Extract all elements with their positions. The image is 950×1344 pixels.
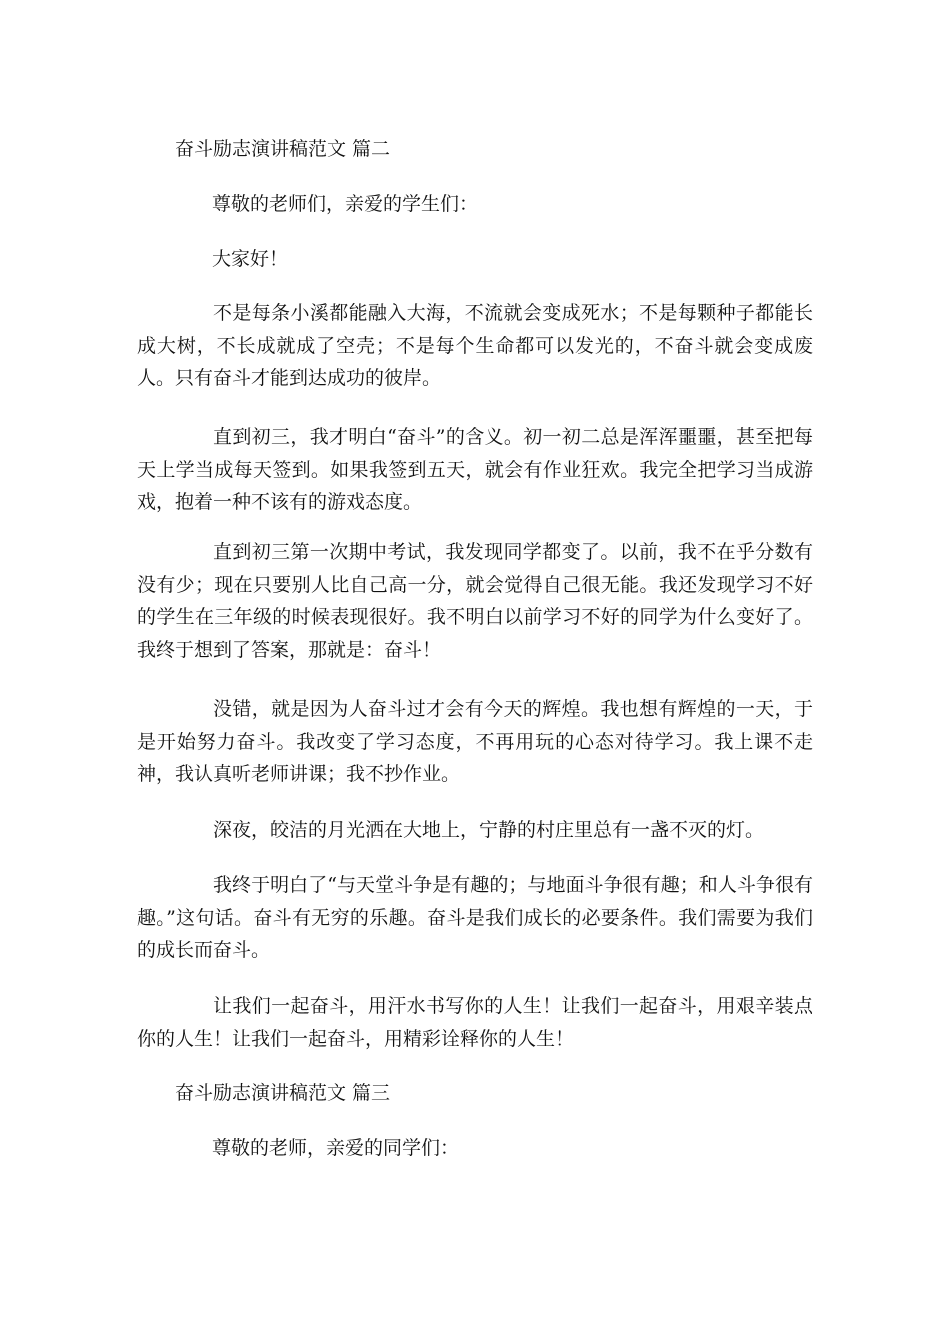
paragraph-2: 直到初三，我才明白“奋斗”的含义。初一初二总是浑浑噩噩，甚至把每天上学当成每天签到。如果我签到五天，就会有作业狂欢。我完全把学习当成游戏，抱着一种不该有的游戏态度。 (137, 426, 813, 513)
salutation-3: 尊敬的老师，亲爱的同学们： (212, 1137, 460, 1159)
paragraph-7: 让我们一起奋斗，用汗水书写你的人生！让我们一起奋斗，用艰辛装点你的人生！让我们一起奋斗，用精彩诠释你的人生！ (137, 995, 813, 1050)
greeting: 大家好！ (212, 248, 289, 270)
section-title-3: 奋斗励志演讲稿范文 篇三 (175, 1082, 391, 1104)
section-title-2: 奋斗励志演讲稿范文 篇二 (175, 138, 391, 160)
paragraph-3: 直到初三第一次期中考试，我发现同学都变了。以前，我不在乎分数有没有少；现在只要别人比自己高一分，就会觉得自己很无能。我还发现学习不好的学生在三年级的时候表现很好。我不明白以前学习不好的同学为什么变好了。我终于想到了答案，那就是：奋斗！ (137, 541, 813, 661)
salutation-2: 尊敬的老师们，亲爱的学生们： (212, 193, 479, 215)
paragraph-1: 不是每条小溪都能融入大海，不流就会变成死水；不是每颗种子都能长成大树，不长成就成了空壳；不是每个生命都可以发光的，不奋斗就会变成废人。只有奋斗才能到达成功的彼岸。 (137, 302, 813, 389)
paragraph-5: 深夜，皎洁的月光洒在大地上，宁静的村庄里总有一盏不灭的灯。 (213, 819, 765, 841)
paragraph-6: 我终于明白了“与天堂斗争是有趣的；与地面斗争很有趣；和人斗争很有趣。”这句话。奋斗有无穷的乐趣。奋斗是我们成长的必要条件。我们需要为我们的成长而奋斗。 (137, 874, 813, 961)
paragraph-4: 没错，就是因为人奋斗过才会有今天的辉煌。我也想有辉煌的一天，于是开始努力奋斗。我改变了学习态度，不再用玩的心态对待学习。我上课不走神，我认真听老师讲课；我不抄作业。 (137, 698, 813, 785)
